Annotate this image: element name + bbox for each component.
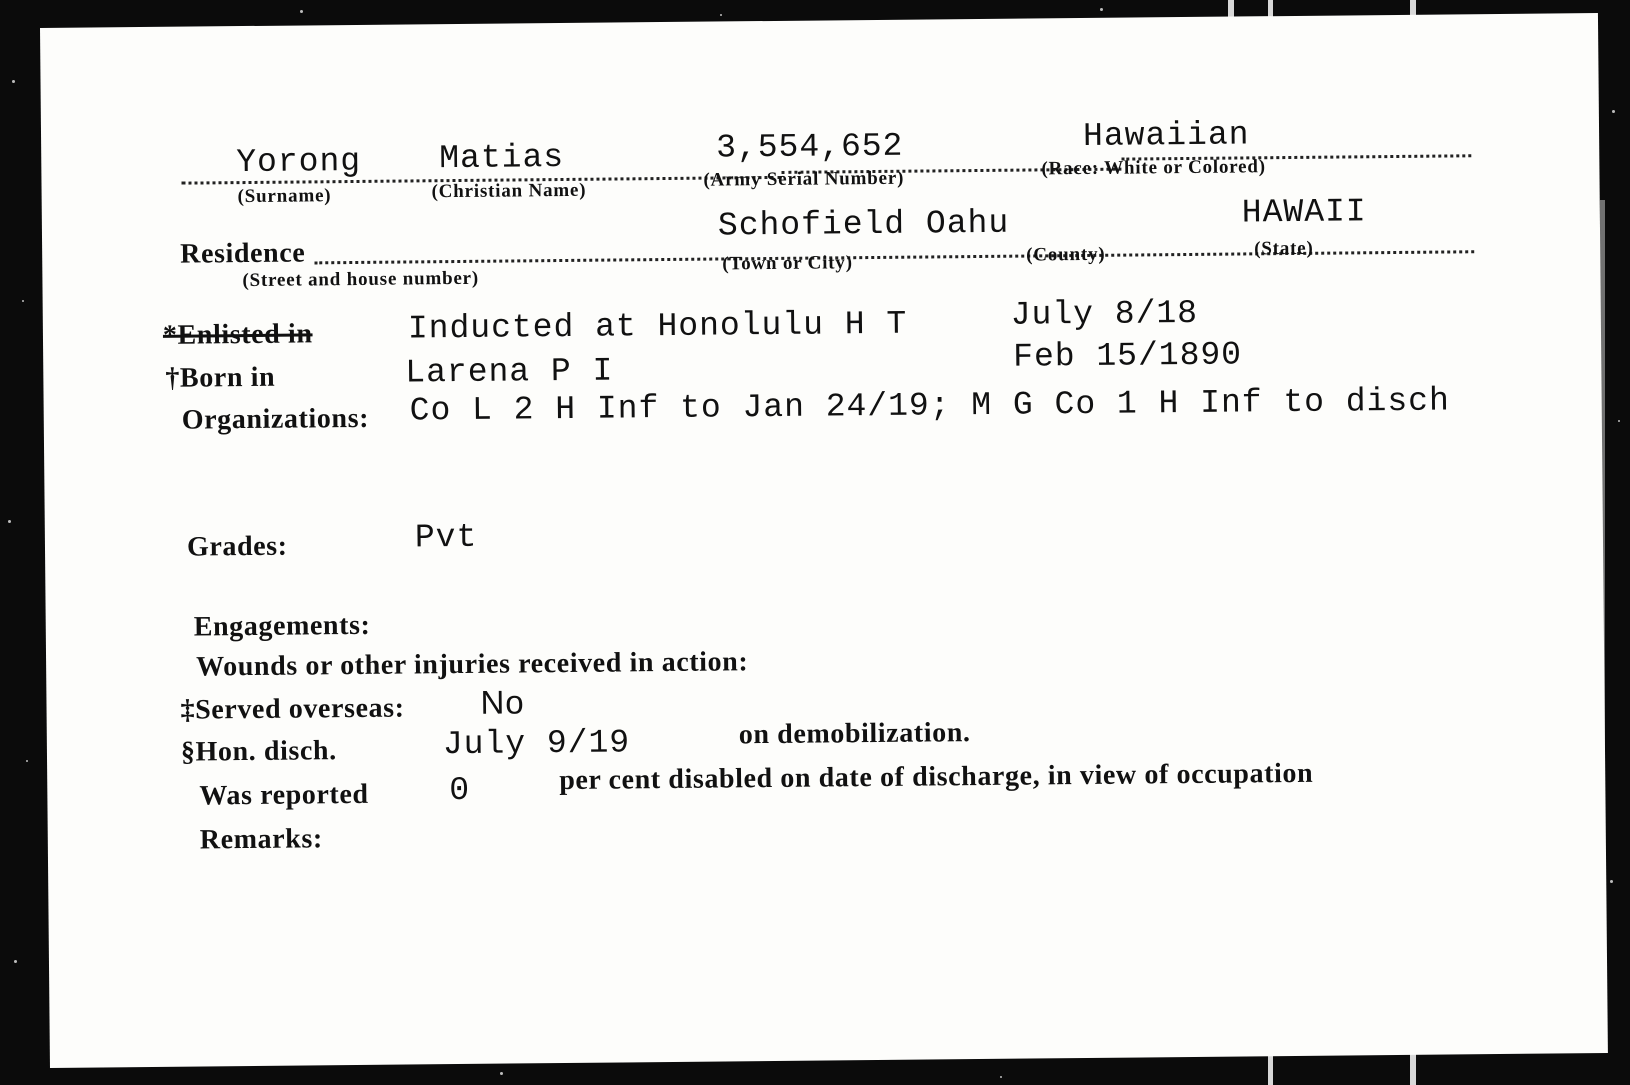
serial-number-value: 3,554,652 [716,127,904,167]
scan-speck [720,14,722,16]
born-in-label: †Born in [165,361,276,394]
state-caption: (State) [1254,237,1314,260]
scan-speck [1610,880,1613,883]
scan-speck [8,520,11,523]
grades-value: Pvt [414,518,478,557]
state-value: HAWAII [1241,193,1367,232]
scan-speck [26,760,28,762]
town-value: Schofield Oahu [717,204,1010,245]
surname-caption: (Surname) [237,185,332,208]
christian-name-value: Matias [439,138,565,178]
county-caption: (County) [1026,243,1106,266]
enlisted-label: *Enlisted in [162,318,313,351]
disabled-percent-value: 0 [449,771,471,810]
scan-speck [1100,8,1103,11]
scan-speck [22,300,24,302]
scan-speck [1000,1076,1002,1078]
engagements-label: Engagements: [193,609,371,643]
race-caption: (Race: White or Colored) [1041,156,1266,180]
scan-speck [1612,110,1615,113]
serial-number-caption: (Army Serial Number) [703,167,905,191]
hon-disch-label: §Hon. disch. [180,735,337,768]
residence-label: Residence [180,237,306,270]
surname-value: Yorong [236,142,362,182]
served-overseas-label: ‡Served overseas: [180,692,405,726]
service-record-card [40,13,1608,1068]
grades-label: Grades: [186,530,288,563]
remarks-label: Remarks: [199,823,323,856]
hon-disch-date-value: July 9/19 [442,724,631,764]
organizations-value: Co L 2 H Inf to Jan 24/19; M G Co 1 H Inf to disch [409,382,1450,430]
served-overseas-value: No [480,683,525,721]
demobilization-text: on demobilization. [738,717,971,751]
born-value: Larena P I [405,352,614,392]
street-caption: (Street and house number) [242,267,480,292]
organizations-label: Organizations: [181,402,370,436]
disabled-text: per cent disabled on date of discharge, in view of occupation [559,757,1314,797]
christian-name-caption: (Christian Name) [431,179,587,203]
scan-speck [500,1072,503,1075]
race-value: Hawaiian [1082,116,1250,155]
wounds-label: Wounds or other injuries received in action: [195,646,749,683]
entry-date-value: July 8/18 [1010,294,1199,334]
entry-value: Inducted at Honolulu H T [407,305,908,348]
scan-speck [300,10,303,13]
born-date-value: Feb 15/1890 [1013,336,1243,376]
was-reported-label: Was reported [199,778,369,812]
scan-speck [14,960,17,963]
scan-speck [1618,420,1620,422]
scan-speck [12,80,15,83]
town-caption: (Town or City) [722,252,853,275]
